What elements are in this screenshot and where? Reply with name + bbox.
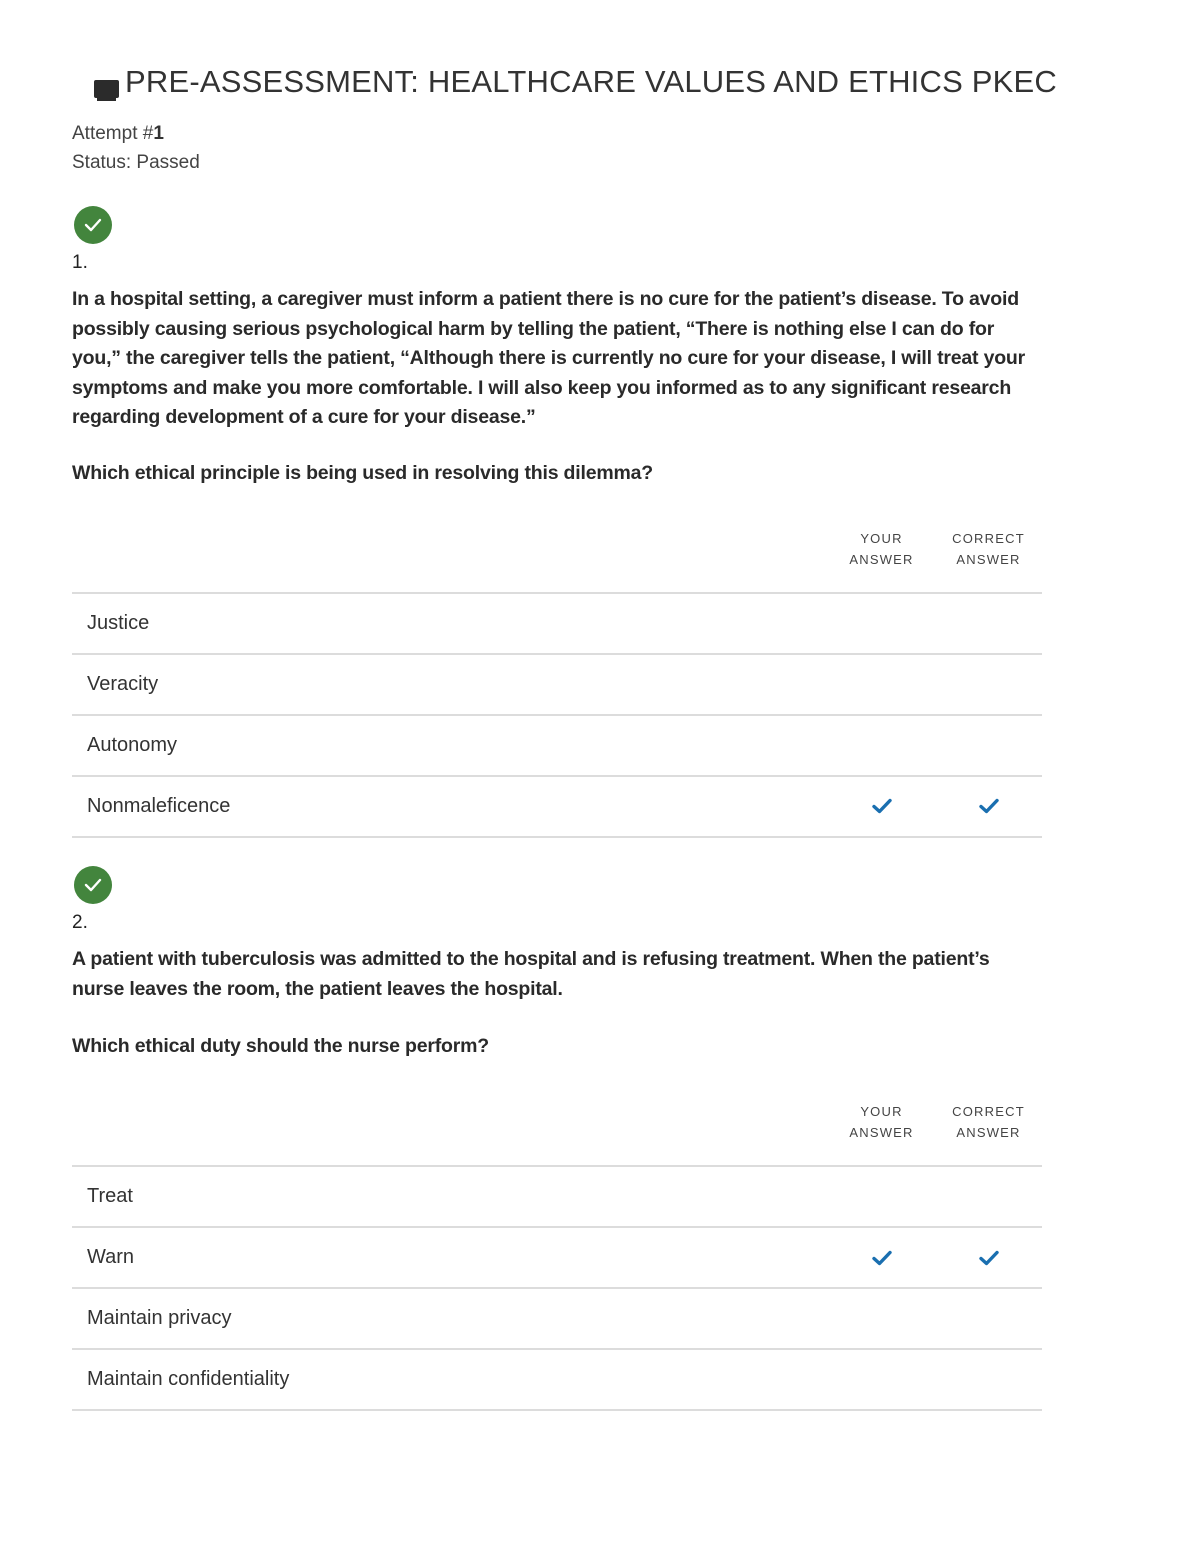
correct-answer-cell [935,777,1042,836]
answer-row [72,1167,1042,1228]
answer-label: Maintain confidentiality [87,1368,290,1390]
answer-row [72,1228,1042,1289]
correct-answer-cell [935,1289,1042,1348]
your-answer-header-line2: ANSWER [849,551,914,567]
your-answer-cell [828,1167,935,1226]
answer-row [72,594,1042,655]
correct-answer-cell [935,716,1042,775]
your-answer-cell [828,1289,935,1348]
question-2 [72,866,1042,1411]
question-prompt: Which ethical duty should the nurse perform? [72,1035,489,1057]
answer-label: Warn [87,1246,135,1268]
answer-row [72,716,1042,777]
question-text: In a hospital setting, a caregiver must inform a patient there is no cure for the patient’s disease. To avoid possibly causing serious psychological harm by telling the patient, “There is nothing else I can do for you,” the caregiver tells the patient, “Although there is currently no cure for your disease, I will treat your symptoms and make you more comfortable. I will also keep you informed as to any significant research regarding development of a cure for your disease.” [72,288,1026,428]
correct-answer-header-line1: CORRECT [952,1104,1025,1119]
correct-answer-cell [935,1228,1042,1287]
check-icon [979,1250,999,1266]
answer-row [72,655,1042,716]
your-answer-cell [828,1350,935,1409]
document-icon [94,80,119,98]
your-answer-header [828,1101,935,1165]
answer-table-header [72,528,1042,594]
page-header [94,64,1057,100]
your-answer-header-line1: YOUR [860,1104,903,1119]
correct-answer-cell [935,1350,1042,1409]
correct-answer-header [935,1101,1042,1165]
attempt-label: Attempt # [72,123,154,144]
correct-answer-cell [935,594,1042,653]
your-answer-header-line2: ANSWER [849,1125,914,1140]
attempt-line [72,119,200,148]
your-answer-cell [828,594,935,653]
correct-answer-header-line2: ANSWER [956,551,1021,567]
page-title: PRE-ASSESSMENT: HEALTHCARE VALUES AND ETHICS PKEC [125,64,1057,99]
answer-row [72,1289,1042,1350]
your-answer-cell [828,716,935,775]
answer-label: Nonmaleficence [87,794,231,817]
question-text: A patient with tuberculosis was admitted to the hospital and is refusing treatment. When the patient’s nurse leaves the room, the patient leaves the hospital. [72,948,990,1000]
answer-label: Justice [87,611,150,634]
checkmark-circle-icon [74,206,112,244]
answer-table [72,1101,1042,1411]
your-answer-cell [828,1228,935,1287]
check-icon [872,798,892,814]
answer-label: Autonomy [87,733,178,756]
question-1 [72,206,1042,838]
question-prompt: Which ethical principle is being used in resolving this dilemma? [72,461,653,484]
correct-answer-header-line1: CORRECT [952,530,1025,546]
attempt-info [72,119,200,177]
your-answer-cell [828,655,935,714]
answer-row [72,777,1042,838]
check-icon [872,1250,892,1266]
your-answer-header [828,528,935,592]
correct-answer-cell [935,1167,1042,1226]
your-answer-cell [828,777,935,836]
answer-table-header [72,1101,1042,1167]
correct-answer-cell [935,655,1042,714]
correct-answer-header-line2: ANSWER [956,1125,1021,1140]
attempt-number: 1 [153,123,164,144]
correct-answer-header [935,528,1042,592]
question-number: 2. [72,912,88,933]
answer-label: Veracity [87,672,159,695]
checkmark-circle-icon [74,866,112,904]
answer-label: Treat [87,1185,133,1207]
answer-table [72,528,1042,838]
attempt-status: Status: Passed [72,152,200,173]
check-icon [979,798,999,814]
your-answer-header-line1: YOUR [860,530,903,546]
question-number: 1. [72,252,88,273]
answer-label: Maintain privacy [87,1307,232,1329]
answer-row [72,1350,1042,1411]
